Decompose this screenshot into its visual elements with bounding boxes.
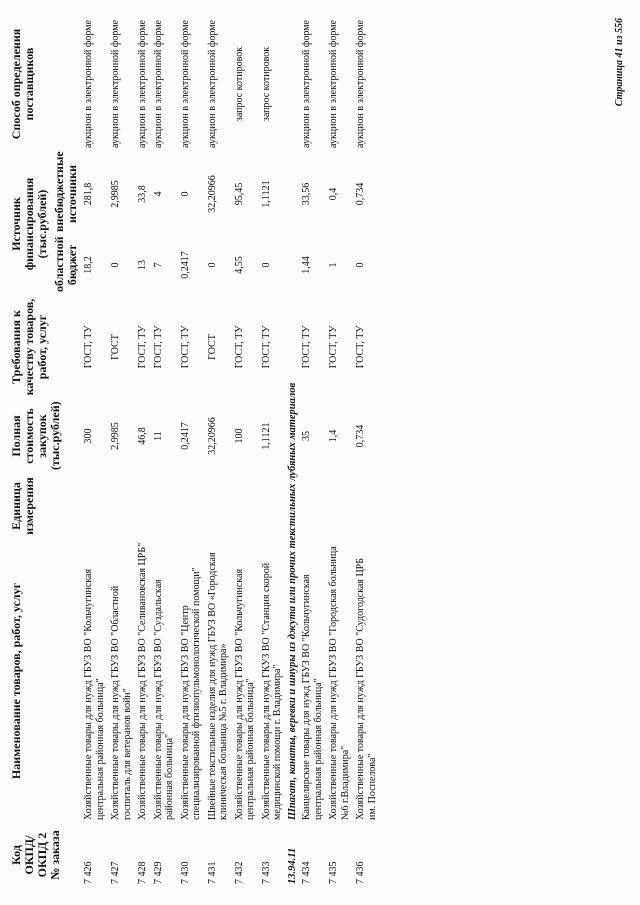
row-name: Хозяйственные товары для нужд ГБУЗ ВО "Кольчугинская центральная районная больница" bbox=[233, 568, 256, 820]
table-row bbox=[178, 15, 205, 887]
row-cost: 1,4 bbox=[328, 429, 339, 443]
row-method: запрос котировок bbox=[260, 46, 272, 122]
table-row bbox=[135, 15, 151, 887]
row-offbudget: 33,56 bbox=[301, 182, 312, 206]
row-unit bbox=[232, 473, 259, 539]
row-unit bbox=[151, 473, 178, 539]
row-name: Хозяйственные товары для нужд ГБУЗ ВО "Селивановская ЦРБ" bbox=[137, 542, 148, 820]
row-method: аукцион в электронной форме bbox=[83, 20, 94, 148]
row-quality: ГОСТ, ТУ bbox=[233, 325, 245, 369]
row-quality: ГОСТ, ТУ bbox=[328, 325, 339, 369]
row-method: аукцион в электронной форме bbox=[179, 20, 191, 148]
header-name: Наименование товаров, работ, услуг bbox=[9, 582, 23, 780]
header-regional: областной бюджет bbox=[52, 236, 79, 292]
section-body bbox=[286, 15, 300, 887]
row-unit bbox=[299, 473, 326, 539]
row-unit bbox=[205, 473, 232, 539]
row-method: запрос котировок bbox=[233, 46, 245, 122]
row-name: Хозяйственные товары для нужд ГБУЗ ВО "Городская больница №6 г.Владимира" bbox=[328, 546, 351, 820]
procurement-table bbox=[8, 15, 380, 887]
table-row bbox=[299, 15, 326, 887]
row-quality: ГОСТ, ТУ bbox=[152, 325, 164, 369]
row-code: 7 435 bbox=[328, 861, 339, 884]
header-funding: Источник финансирования (тыс.рублей) bbox=[9, 177, 49, 271]
row-regional: 0 bbox=[355, 262, 366, 268]
row-code: 7 427 bbox=[110, 861, 121, 884]
row-unit bbox=[135, 473, 151, 539]
row-name: Канцелярские товары для нужд ГБУЗ ВО "Кольчугинская центральная районная больница" bbox=[301, 574, 324, 820]
table-row bbox=[326, 15, 353, 887]
row-regional: 0 bbox=[206, 262, 218, 268]
row-name: Хозяйственные товары для нужд ГБУЗ ВО "Областной госпиталь для ветеранов войн" bbox=[110, 585, 133, 820]
row-method: аукцион в электронной форме bbox=[206, 20, 218, 148]
table-row bbox=[232, 15, 259, 887]
row-cost: 100 bbox=[233, 428, 245, 444]
row-unit bbox=[108, 473, 135, 539]
row-offbudget: 1,1121 bbox=[260, 180, 272, 208]
header-code: Код ОКПД/ ОКПД 2 № заказа bbox=[9, 830, 62, 880]
row-name: Швейные текстильные изделия для нужд ГБУЗ ВО «Городская клиническая больница №5 г. Владимира» bbox=[206, 552, 229, 820]
row-unit bbox=[353, 473, 380, 539]
row-offbudget: 0,734 bbox=[355, 182, 366, 206]
table-row bbox=[259, 15, 286, 887]
row-cost: 0,734 bbox=[355, 424, 366, 448]
row-code: 7 426 bbox=[83, 861, 94, 884]
row-cost: 35 bbox=[301, 431, 312, 441]
row-quality: ГОСТ, ТУ bbox=[137, 325, 148, 369]
row-cost: 11 bbox=[152, 431, 164, 441]
row-cost: 1,1121 bbox=[260, 422, 272, 450]
row-cost: 2,9985 bbox=[110, 422, 121, 450]
header-method: Способ определения поставщиков bbox=[9, 28, 36, 140]
row-cost: 300 bbox=[83, 428, 94, 444]
row-quality: ГОСТ bbox=[206, 334, 218, 360]
row-unit bbox=[259, 473, 286, 539]
row-cost: 32,20966 bbox=[206, 417, 218, 455]
row-code: 7 432 bbox=[233, 861, 245, 884]
row-quality: ГОСТ, ТУ bbox=[83, 325, 94, 369]
header-unit: Единица измерения bbox=[9, 477, 36, 535]
section-title: Шпагат, канаты, веревки и шнуры из джута или прочих текстильных лубяных материалов bbox=[286, 382, 298, 820]
page-number: Страница 41 из 556 bbox=[614, 18, 625, 107]
row-code: 7 433 bbox=[260, 861, 272, 884]
row-method: аукцион в электронной форме bbox=[110, 20, 121, 148]
row-regional: 18,2 bbox=[83, 256, 94, 274]
row-offbudget: 32,20966 bbox=[206, 175, 218, 213]
row-offbudget: 0,4 bbox=[328, 187, 339, 201]
header-quality: Требования к качеству товаров, работ, услуг bbox=[9, 298, 49, 396]
row-method: аукцион в электронной форме bbox=[301, 20, 312, 148]
row-quality: ГОСТ, ТУ bbox=[355, 325, 366, 369]
table-row bbox=[81, 15, 108, 887]
row-code: 7 428 bbox=[137, 861, 148, 884]
row-offbudget: 281,8 bbox=[83, 182, 94, 206]
row-cost: 46,8 bbox=[137, 427, 148, 445]
header-row bbox=[8, 15, 51, 887]
table-row bbox=[205, 15, 232, 887]
row-quality: ГОСТ, ТУ bbox=[179, 325, 191, 369]
row-regional: 1 bbox=[328, 262, 339, 268]
row-name: Хозяйственные товары для нужд ГБУЗ ВО "Суздальская районная больница" bbox=[152, 579, 175, 820]
row-regional: 1,44 bbox=[301, 256, 312, 274]
row-unit bbox=[81, 473, 108, 539]
row-code: 7 429 bbox=[152, 861, 164, 884]
row-regional: 7 bbox=[152, 262, 164, 268]
row-name: Хозяйственные товары для нужд ГБУЗ ВО "Судогодская ЦРБ им. Поспелова" bbox=[355, 558, 378, 820]
row-method: аукцион в электронной форме bbox=[137, 20, 148, 148]
row-name: Хозяйственные товары для нужд ГКУЗ ВО "Станция скорой медицинской помощи г. Владимира" bbox=[260, 562, 283, 820]
row-name: Хозяйственные товары для нужд ГБУЗ ВО "Кольчугинская центральная районная больница" bbox=[83, 568, 106, 820]
row-cost: 0,2417 bbox=[179, 422, 191, 450]
row-quality: ГОСТ, ТУ bbox=[301, 325, 312, 369]
row-code: 7 430 bbox=[179, 861, 191, 884]
row-code: 7 434 bbox=[301, 861, 312, 884]
row-offbudget: 33,8 bbox=[137, 185, 148, 203]
header-cost: Полная стоимость закупок (тыс.рублей) bbox=[9, 401, 62, 470]
row-regional: 0 bbox=[260, 262, 272, 268]
row-name: Хозяйственные товары для нужд ГБУЗ ВО "Центр специализированной фтизиопульмонологической помощи" bbox=[179, 567, 202, 820]
row-regional: 13 bbox=[137, 260, 148, 270]
row-offbudget: 2,9985 bbox=[110, 180, 121, 208]
row-code: 7 436 bbox=[355, 861, 366, 884]
table-body-2 bbox=[299, 15, 380, 887]
table-row bbox=[108, 15, 135, 887]
row-code: 7 431 bbox=[206, 861, 218, 884]
header-offbudget: внебюджетные источники bbox=[52, 151, 79, 232]
row-offbudget: 0 bbox=[179, 191, 191, 197]
row-offbudget: 95,45 bbox=[233, 182, 245, 206]
section-code: 13.94.11 bbox=[286, 847, 298, 884]
table-row bbox=[151, 15, 178, 887]
row-method: аукцион в электронной форме bbox=[328, 20, 339, 148]
row-regional: 0 bbox=[110, 262, 121, 268]
row-regional: 0,2417 bbox=[179, 251, 191, 279]
row-method: аукцион в электронной форме bbox=[152, 20, 164, 148]
row-offbudget: 4 bbox=[152, 191, 164, 197]
table-body bbox=[81, 15, 286, 887]
row-method: аукцион в электронной форме bbox=[355, 20, 366, 148]
row-regional: 4,55 bbox=[233, 256, 245, 274]
row-quality: ГОСТ bbox=[110, 334, 121, 360]
row-unit bbox=[178, 473, 205, 539]
table-row bbox=[353, 15, 380, 887]
section-row bbox=[286, 15, 300, 887]
row-unit bbox=[326, 473, 353, 539]
row-quality: ГОСТ, ТУ bbox=[260, 325, 272, 369]
